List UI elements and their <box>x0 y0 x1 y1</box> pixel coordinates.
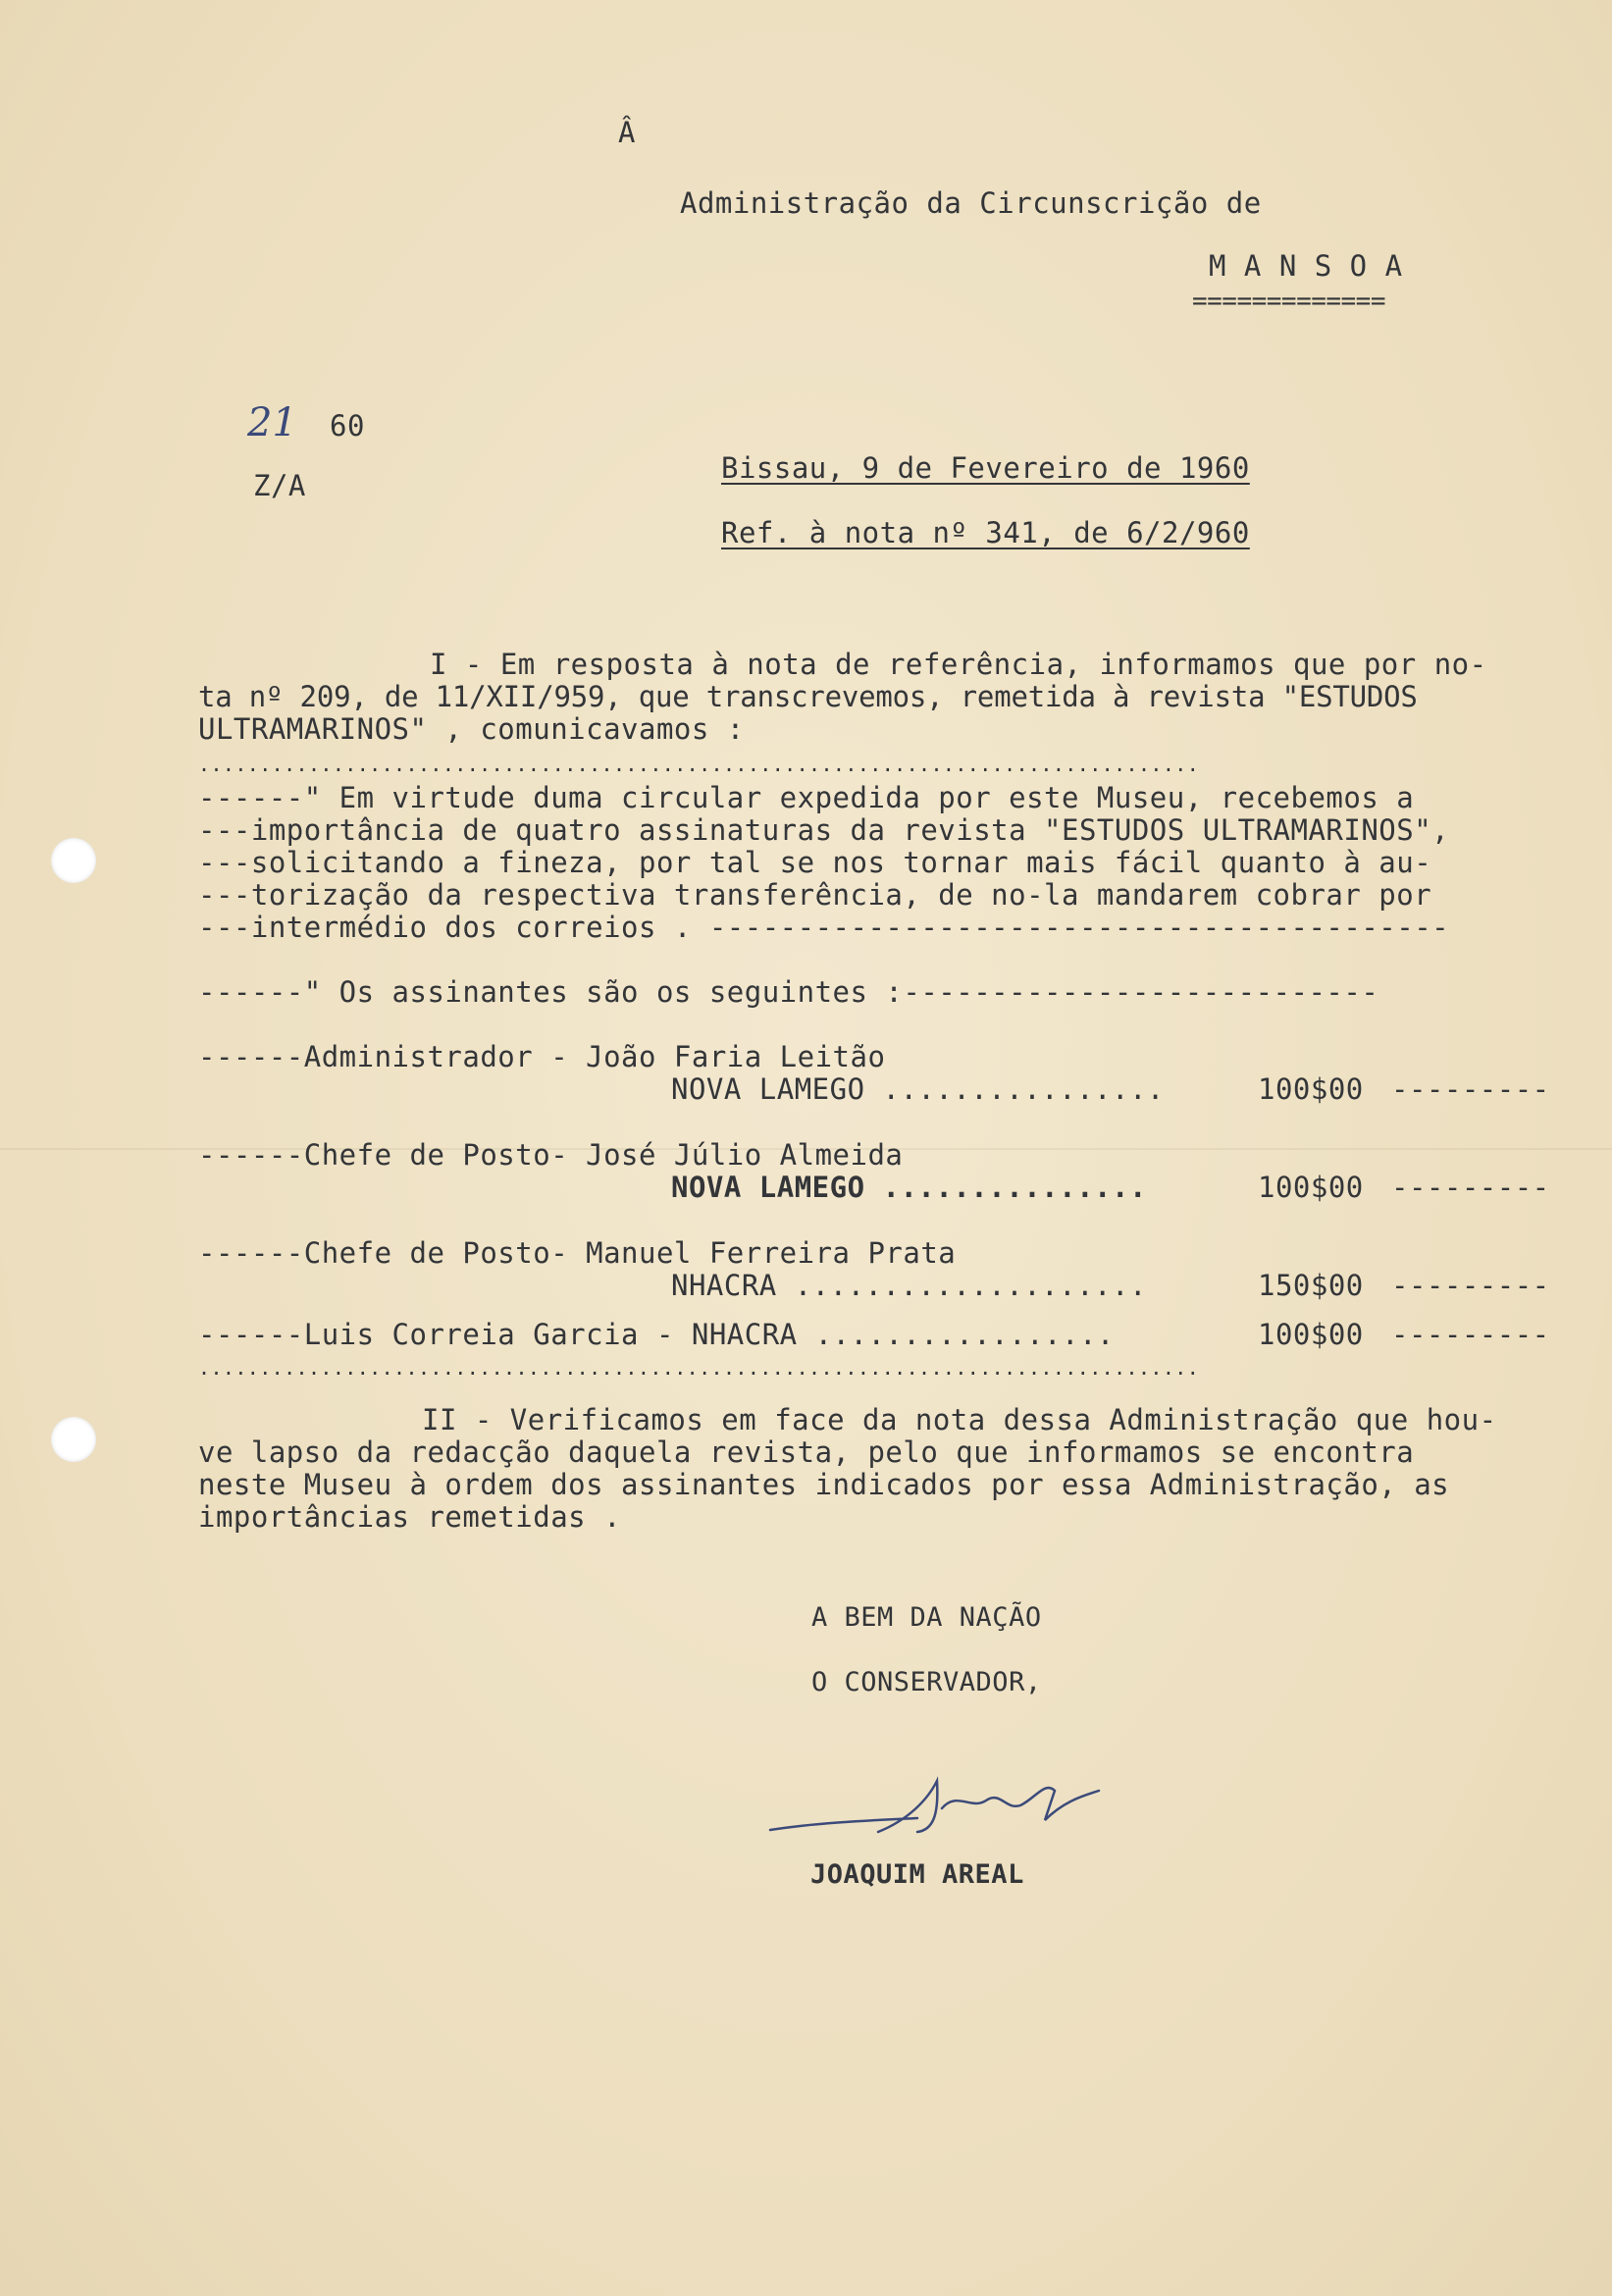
subscriber-name: ------Chefe de Posto- José Júlio Almeida <box>198 1138 904 1172</box>
paragraph-line: ta nº 209, de 11/XII/959, que transcrevemos, remetida à revista "ESTUDOS <box>198 680 1418 713</box>
reference-code: Z/A <box>253 469 306 502</box>
subscriber-amount: 100$00 <box>1258 1072 1364 1106</box>
subscriber-dashes: --------- <box>1391 1171 1550 1204</box>
signature <box>760 1761 1114 1850</box>
subscriber-amount: 150$00 <box>1258 1269 1364 1302</box>
subscriber-dashes: --------- <box>1391 1269 1550 1302</box>
quote-line: ---torização da respectiva transferência, de no-la mandarem cobrar por <box>198 878 1432 912</box>
paragraph-line: ULTRAMARINOS" , comunicavamos : <box>198 712 745 746</box>
handwritten-number: 21 <box>247 400 297 445</box>
quote-line: ---intermédio dos correios . ------------------------------------------ <box>198 911 1450 944</box>
dotted-rule-top: .................................................................................. <box>198 753 1200 776</box>
salutation: A BEM DA NAÇÃO <box>811 1602 1042 1633</box>
subscriber-dashes: --------- <box>1391 1072 1550 1106</box>
subscriber-place: NOVA LAMEGO ................ <box>671 1072 1165 1106</box>
addressee: Administração da Circunscrição de <box>680 186 1262 220</box>
paragraph-line: ve lapso da redacção daquela revista, pelo que informamos se encontra <box>198 1435 1415 1469</box>
header-mark: Â <box>618 116 636 149</box>
subscribers-intro: ------" Os assinantes são os seguintes :--------------------------- <box>198 975 1379 1009</box>
place-rule: ============= <box>1192 287 1385 316</box>
paragraph-line: I - Em resposta à nota de referência, informamos que por no- <box>430 648 1487 681</box>
signer-name: JOAQUIM AREAL <box>810 1859 1024 1890</box>
letter-date: Bissau, 9 de Fevereiro de 1960 <box>721 451 1250 485</box>
quote-line: ---solicitando a fineza, por tal se nos tornar mais fácil quanto à au- <box>198 846 1432 879</box>
quote-line: ---importância de quatro assinaturas da revista "ESTUDOS ULTRAMARINOS", <box>198 813 1450 847</box>
punch-hole-bottom <box>51 1417 96 1462</box>
subscriber-amount: 100$00 <box>1258 1318 1364 1351</box>
subscriber-place: NOVA LAMEGO ............... <box>671 1171 1147 1204</box>
subscriber-name: ------Chefe de Posto- Manuel Ferreira Prata <box>198 1236 957 1270</box>
subscriber-name: ------Administrador - João Faria Leitão <box>198 1040 886 1073</box>
note-reference: Ref. à nota nº 341, de 6/2/960 <box>721 516 1250 549</box>
subscriber-name: ------Luis Correia Garcia - NHACRA ................. <box>198 1318 1115 1351</box>
subscriber-amount: 100$00 <box>1258 1171 1364 1204</box>
quote-line: ------" Em virtude duma circular expedida por este Museu, recebemos a <box>198 781 1415 814</box>
paragraph-line: importâncias remetidas . <box>198 1500 622 1534</box>
paragraph-line: II - Verificamos em face da nota dessa Administração que hou- <box>422 1403 1497 1436</box>
signer-role: O CONSERVADOR, <box>811 1667 1042 1697</box>
reference-number: 60 <box>330 409 365 443</box>
subscriber-dashes: --------- <box>1391 1318 1550 1351</box>
place-name: M A N S O A <box>1209 249 1403 283</box>
subscriber-place: NHACRA .................... <box>671 1269 1147 1302</box>
dotted-rule-bottom: .................................................................................. <box>198 1356 1200 1380</box>
paragraph-line: neste Museu à ordem dos assinantes indicados por essa Administração, as <box>198 1468 1450 1501</box>
punch-hole-top <box>51 838 96 883</box>
